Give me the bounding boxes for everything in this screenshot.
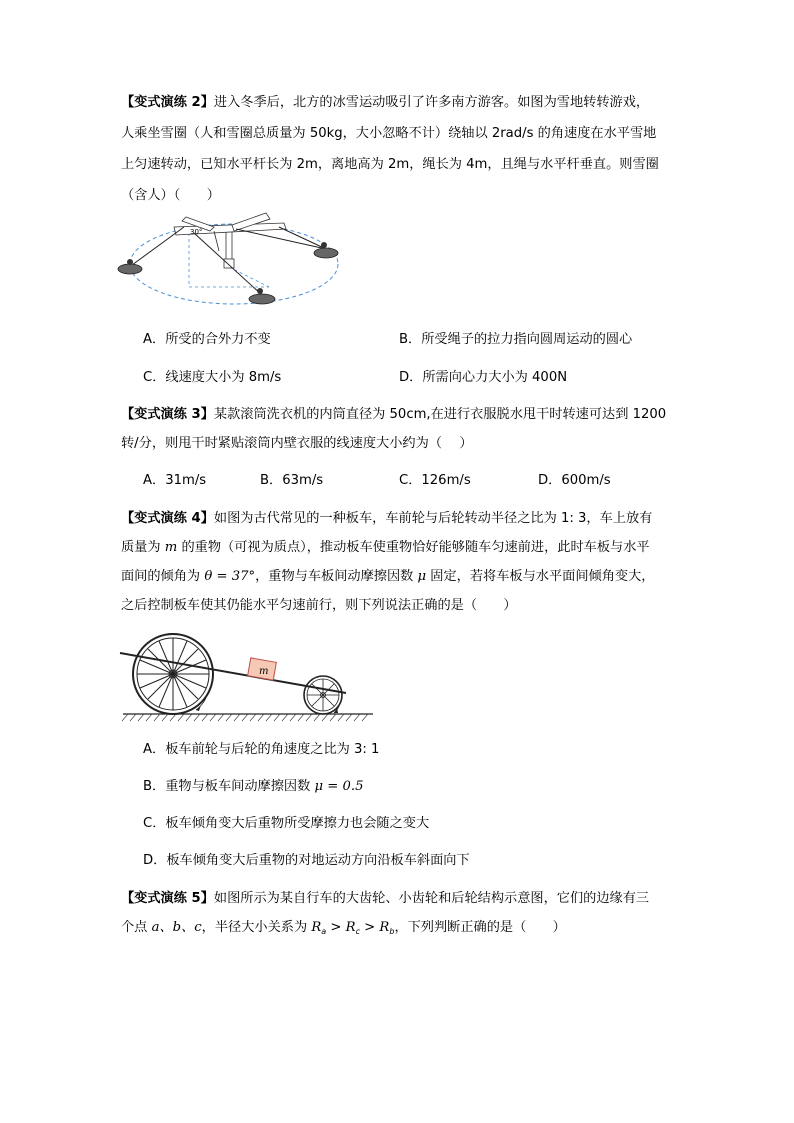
rider-1 (127, 259, 133, 265)
q3-option-d[interactable]: D．600m/s (538, 473, 611, 488)
q4-text-2a: 质量为 (121, 540, 165, 555)
q4-text-3a: 面间的倾角为 (121, 569, 205, 584)
q4-line-3 (121, 567, 655, 587)
q4-option-b-mu: μ = 0.5 (314, 779, 364, 794)
snow-ring-2 (249, 294, 275, 304)
mass-label: m (259, 666, 269, 677)
q2-option-c[interactable]: C．线速度大小为 8m/s (143, 370, 282, 385)
front-wheel (304, 676, 342, 714)
snow-ring-3 (314, 248, 338, 258)
q4-option-b-text: B．重物与板车间动摩擦因数 (143, 779, 315, 794)
q2-option-b[interactable]: B．所受绳子的拉力指向圆周运动的圆心 (399, 332, 633, 347)
ground-hatch (122, 714, 368, 721)
q4-mu: μ (417, 569, 427, 584)
q5-rb-sub: b (389, 927, 395, 936)
cart-figure (118, 628, 378, 723)
q3-option-b[interactable]: B．63m/s (260, 473, 324, 488)
q2-line-3: 上匀速转动，已知水平杆长为 2m，离地高为 2m，绳长为 4m，且绳与水平杆垂直。则雪圈 (121, 157, 659, 172)
q3-option-c[interactable]: C．126m/s (399, 473, 471, 488)
rider-3 (321, 242, 327, 248)
q5-gt2: > (359, 920, 380, 935)
q4-text-1: 如图为古代常见的一种板车，车前轮与后轮转动半径之比为 1: 3，车上放有 (213, 511, 653, 526)
q4-tag: 【变式演练 4】 (121, 511, 214, 526)
snow-ring-1 (118, 264, 142, 274)
q4-theta: θ = 37° (204, 569, 256, 584)
q4-var-m: m (164, 540, 178, 555)
rope-3 (279, 227, 326, 249)
pole-weight (224, 259, 234, 268)
q5-text-2a: 个点 (121, 920, 152, 935)
q5-tag: 【变式演练 5】 (121, 891, 214, 906)
q5-text-2c: ，下列判断正确的是（ ） (394, 920, 566, 935)
q2-line-4: （含人）（ ） (121, 188, 220, 203)
q5-ra: R (311, 920, 322, 935)
rear-wheel (133, 634, 213, 714)
q5-gt1: > (326, 920, 346, 935)
q3-tag: 【变式演练 3】 (121, 407, 214, 422)
q2-option-a[interactable]: A．所受的合外力不变 (143, 332, 271, 347)
q3-text-1: 某款滚筒洗衣机的内筒直径为 50cm,在进行衣服脱水甩干时转速可达到 1200 (213, 407, 667, 422)
q2-option-d[interactable]: D．所需向心力大小为 400N (399, 370, 568, 385)
q4-option-b[interactable] (143, 777, 363, 797)
rope-4 (236, 229, 326, 249)
q2-line-2: 人乘坐雪圈（人和雪圈总质量为 50kg，大小忽略不计）绕轴以 2rad/s 的角速度在水平雪地 (121, 126, 657, 141)
q5-text-2b: ，半径大小关系为 (201, 920, 312, 935)
q2-line-1 (121, 93, 649, 113)
q3-line-1 (121, 405, 666, 425)
q4-option-d[interactable]: D．板车倾角变大后重物的对地运动方向沿板车斜面向下 (143, 853, 470, 868)
cart-board (120, 653, 346, 693)
angle-label: 30° (190, 228, 203, 236)
q4-line-4: 之后控制板车使其仍能水平匀速前行，则下列说法正确的是（ ） (121, 598, 517, 613)
q2-text-1: 进入冬季后，北方的冰雪运动吸引了许多南方游客。如图为雪地转转游戏， (213, 95, 650, 110)
q3-option-a[interactable]: A．31m/s (143, 473, 207, 488)
q4-text-2b: 的重物（可视为质点），推动板车使重物恰好能够随车匀速前进，此时车板与水平 (177, 540, 650, 555)
q4-line-2 (121, 538, 650, 558)
snow-ride-figure (114, 207, 364, 312)
q5-points: a、b、c (151, 920, 202, 935)
rider-2 (257, 288, 263, 294)
rope-1 (132, 227, 184, 265)
q5-line-2 (121, 918, 566, 939)
q5-rb: R (379, 920, 390, 935)
q5-ra-sub: a (321, 927, 327, 936)
q5-rc: R (345, 920, 356, 935)
q5-text-1: 如图所示为某自行车的大齿轮、小齿轮和后轮结构示意图，它们的边缘有三 (213, 891, 650, 906)
q4-line-1 (121, 509, 652, 529)
q4-text-3b: ，重物与车板间动摩擦因数 (255, 569, 418, 584)
rope-5 (214, 231, 219, 251)
q5-line-1 (121, 889, 649, 909)
q3-line-2: 转/分，则甩干时紧贴滚筒内壁衣服的线速度大小约为（ ） (121, 436, 473, 451)
q5-rc-sub: c (355, 927, 360, 936)
q2-tag: 【变式演练 2】 (121, 95, 214, 110)
q4-text-3c: 固定，若将车板与水平面间倾角变大， (426, 569, 655, 584)
q4-option-c[interactable]: C．板车倾角变大后重物所受摩擦力也会随之变大 (143, 816, 430, 831)
q4-option-a[interactable]: A．板车前轮与后轮的角速度之比为 3: 1 (143, 742, 380, 757)
